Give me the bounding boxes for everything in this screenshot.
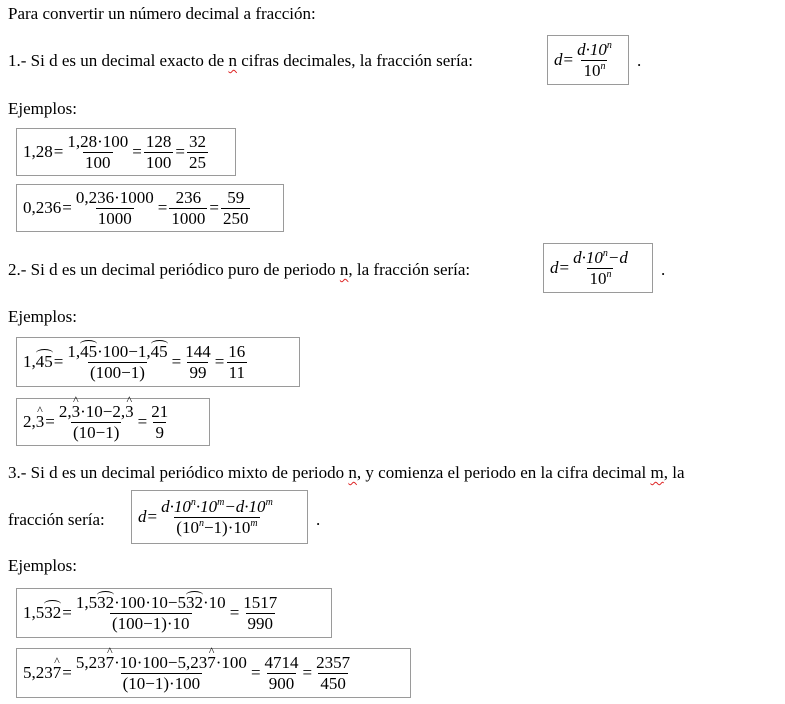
ejemplos-label-2: Ejemplos: — [8, 307, 77, 326]
rule1-end: . — [637, 51, 642, 70]
rule3-text: 3.- Si d es un decimal periódico mixto de periodo n, y comienza el periodo en la cifra decimal m, la — [8, 463, 685, 482]
rule3-text-line2: fracción sería: — [8, 510, 105, 529]
ejemplos-label-1: Ejemplos: — [8, 99, 77, 118]
rule3-end: . — [316, 510, 321, 529]
ejemplos-label-3: Ejemplos: — [8, 556, 77, 575]
example-3-1: 1,5 32 = $\frac{1,532\cdot 100\cdot 10-532\cdot 10}{(100-1)\cdot 10}$ = $\frac{1517}{990}$ — [16, 588, 332, 638]
rule1-formula: d = $\frac{d\cdot 10^n}{10^n}$ — [547, 35, 629, 85]
example-3-2: 5,23 ^ 7 = $\frac{5,23\^{} 7\cdot 10\cdot 100-5,23\^{} 7\cdot 100}{(10-1)\cdot 100}$ = $\frac{4714}{900}$ = $\frac{2357}{450}$ — [16, 648, 411, 698]
rule2-text: 2.- Si d es un decimal periódico puro de periodo n, la fracción sería: — [8, 260, 471, 279]
rule3-formula: d = $\frac{d\cdot 10^n\cdot 10^m-d\cdot 10^m}{(10^n-1)\cdot 10^m}$ — [131, 490, 308, 544]
rule2-formula: d = $\frac{d\cdot 10^n-d}{10^n}$ — [543, 243, 653, 293]
rule2-end: . — [661, 260, 666, 279]
example-1-1: 1,28 = $\frac{1,28\cdot 100}{100}$ = $\frac{128}{100}$ = $\frac{32}{25}$ — [16, 128, 236, 176]
example-1-2: 0,236 = $\frac{0,236\cdot 1000}{1000}$ = $\frac{236}{1000}$ = $\frac{59}{250}$ — [16, 184, 284, 232]
example-2-1: 1 , 45 = $\frac{1,45\cdot 100-1,45}{(100-1)}$ = $\frac{144}{99}$ = $\frac{16}{11}$ — [16, 337, 300, 387]
intro-text: Para convertir un número decimal a fracción: — [8, 4, 316, 23]
example-2-2: 2 , ^ 3 = $\frac{2,\^{} 3\cdot 10-2,\^{} 3}{(10-1)}$ = $\frac{21}{9}$ — [16, 398, 210, 446]
rule1-text: 1.- Si d es un decimal exacto de n cifras decimales, la fracción sería: — [8, 51, 473, 70]
